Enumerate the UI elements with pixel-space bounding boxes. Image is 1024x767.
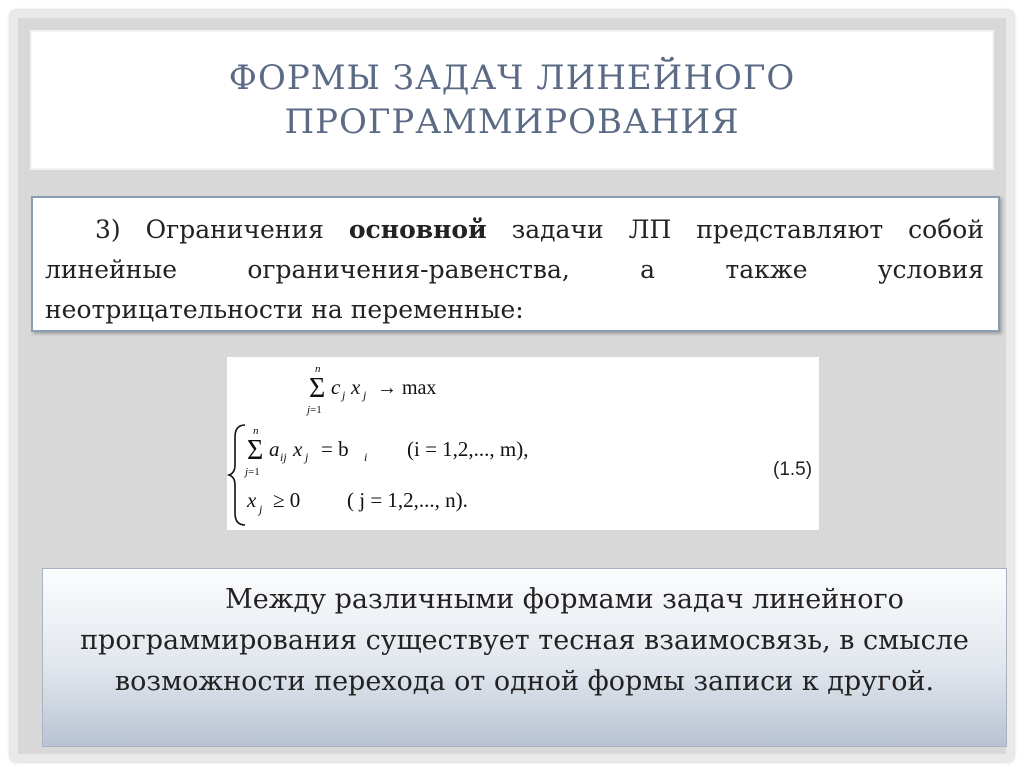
slide-title-line-2: ПРОГРАММИРОВАНИЯ xyxy=(284,102,740,142)
svg-text:j: j xyxy=(342,388,346,402)
svg-text:j=1: j=1 xyxy=(245,466,260,478)
svg-text:a: a xyxy=(269,437,280,461)
constraint-rhs: = b xyxy=(321,437,349,461)
svg-text:n: n xyxy=(315,363,321,375)
slide-title-line-1: ФОРМЫ ЗАДАЧ ЛИНЕЙНОГО xyxy=(228,58,796,98)
svg-text:n: n xyxy=(253,425,259,437)
svg-text:ij: ij xyxy=(280,450,287,464)
svg-text:Σ: Σ xyxy=(247,435,264,466)
svg-text:j: j xyxy=(363,388,367,402)
paragraph-prefix: 3) Ограничения xyxy=(95,215,349,244)
svg-text:i: i xyxy=(364,450,368,464)
svg-text:Σ: Σ xyxy=(309,373,326,404)
svg-text:x: x xyxy=(293,437,303,461)
formula-svg xyxy=(227,357,819,530)
formula-image xyxy=(227,357,819,530)
title-box xyxy=(30,30,994,170)
system-brace xyxy=(229,425,245,525)
paragraph-bold-word: основной xyxy=(348,215,487,244)
objective-arrow-max: → max xyxy=(377,377,437,399)
svg-text:j: j xyxy=(305,450,309,464)
constraint-range: (i = 1,2,..., m), xyxy=(407,437,529,461)
svg-text:x: x xyxy=(247,488,257,512)
svg-text:j=1: j=1 xyxy=(307,404,322,416)
svg-text:c: c xyxy=(331,375,341,399)
nonneg-range: ( j = 1,2,..., n). xyxy=(347,488,468,512)
nonneg-condition: ≥ 0 xyxy=(273,488,301,512)
svg-text:x: x xyxy=(351,375,361,399)
svg-text:j: j xyxy=(259,502,263,516)
equation-number: (1.5) xyxy=(773,459,813,480)
summary-text: Между различными формами задач линейного программирования существует тесная взаимосвязь, в смысле возможности перехода от одной формы записи к другой. xyxy=(80,584,969,697)
summary-text-box xyxy=(42,568,1007,747)
definition-text-box xyxy=(31,196,1000,332)
paragraph-suffix: задачи ЛП представляют собой линейные ограничения-равенства, а также условия неотрицательности на переменные: xyxy=(45,215,984,324)
